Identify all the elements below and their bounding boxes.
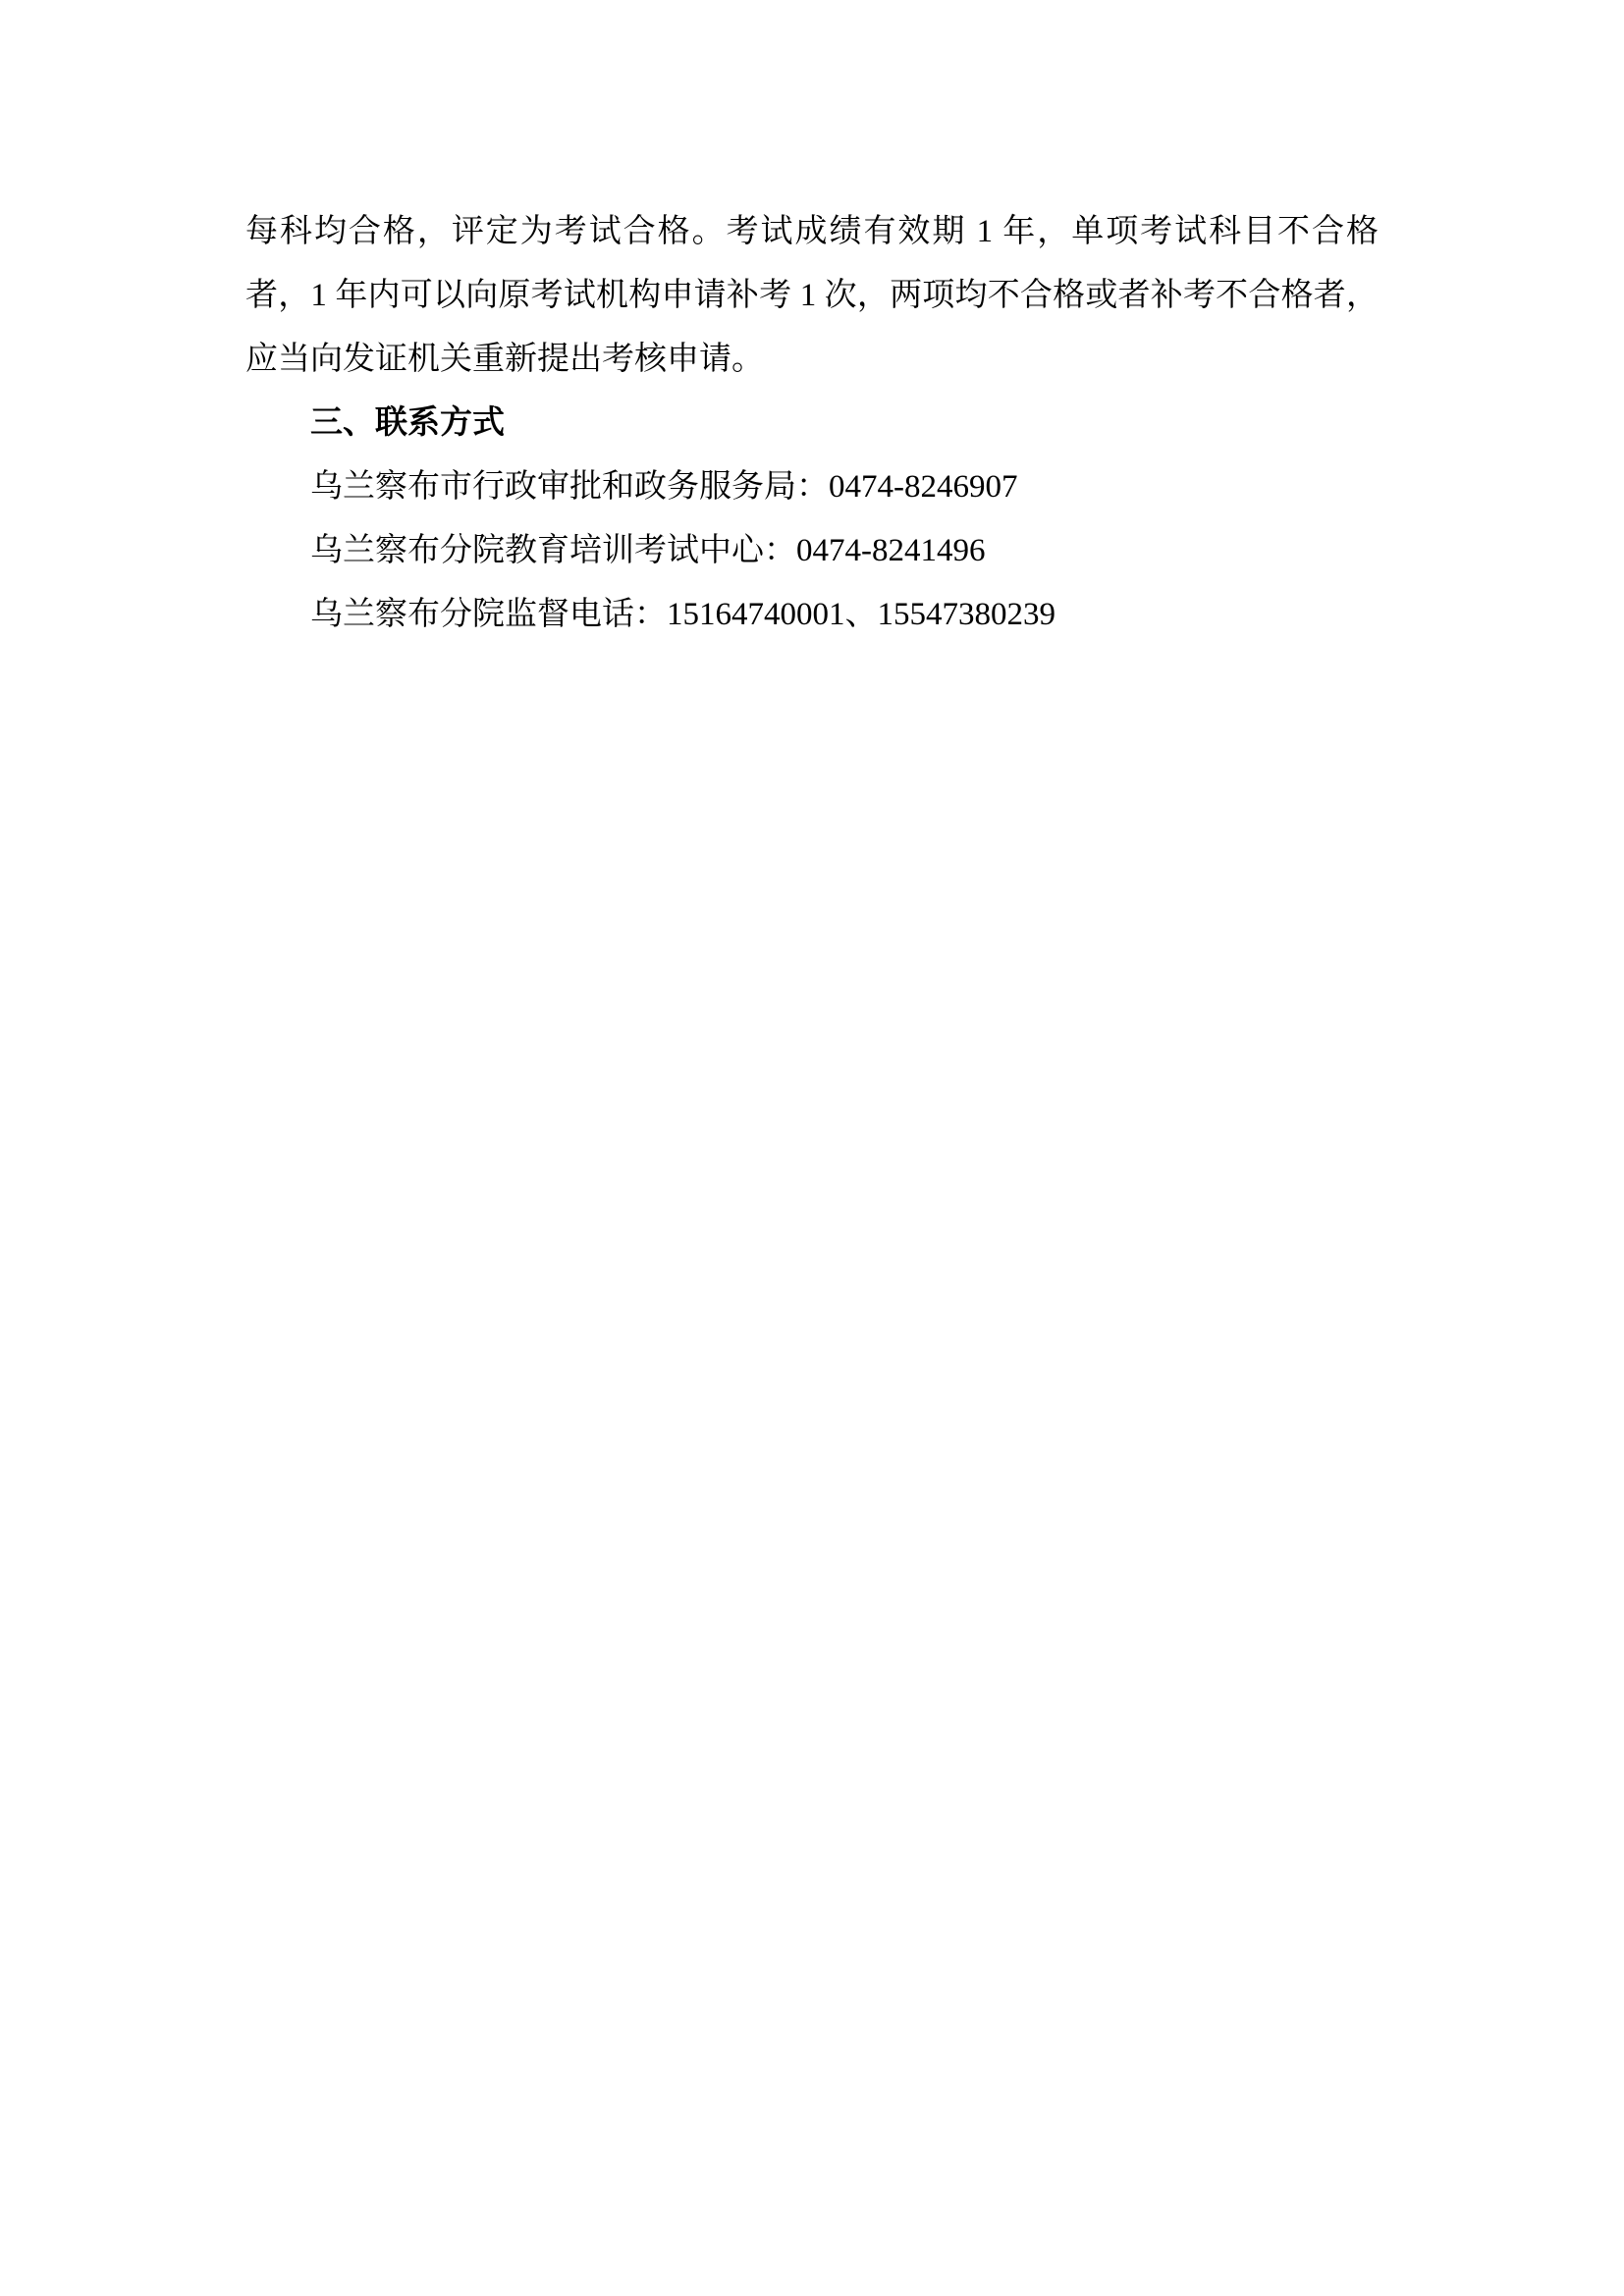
section-heading-contact-info: 三、联系方式 bbox=[310, 405, 505, 441]
contact-line-supervision-phone: 乌兰察布分院监督电话：15164740001、15547380239 bbox=[310, 597, 1056, 632]
exam-result-paragraph: 每科均合格，评定为考试合格。考试成绩有效期 1 年，单项考试科目不合格者，1 年内可以向原考试机构申请补考 1 次，两项均不合格或者补考不合格者，应当向发证机关重新提出考核申请。 bbox=[245, 214, 1379, 377]
contact-line-admin-approval-bureau: 乌兰察布市行政审批和政务服务局：0474-8246907 bbox=[310, 469, 1018, 505]
page-content bbox=[245, 200, 1379, 647]
contact-line-education-training-exam-center: 乌兰察布分院教育培训考试中心：0474-8241496 bbox=[310, 533, 986, 568]
